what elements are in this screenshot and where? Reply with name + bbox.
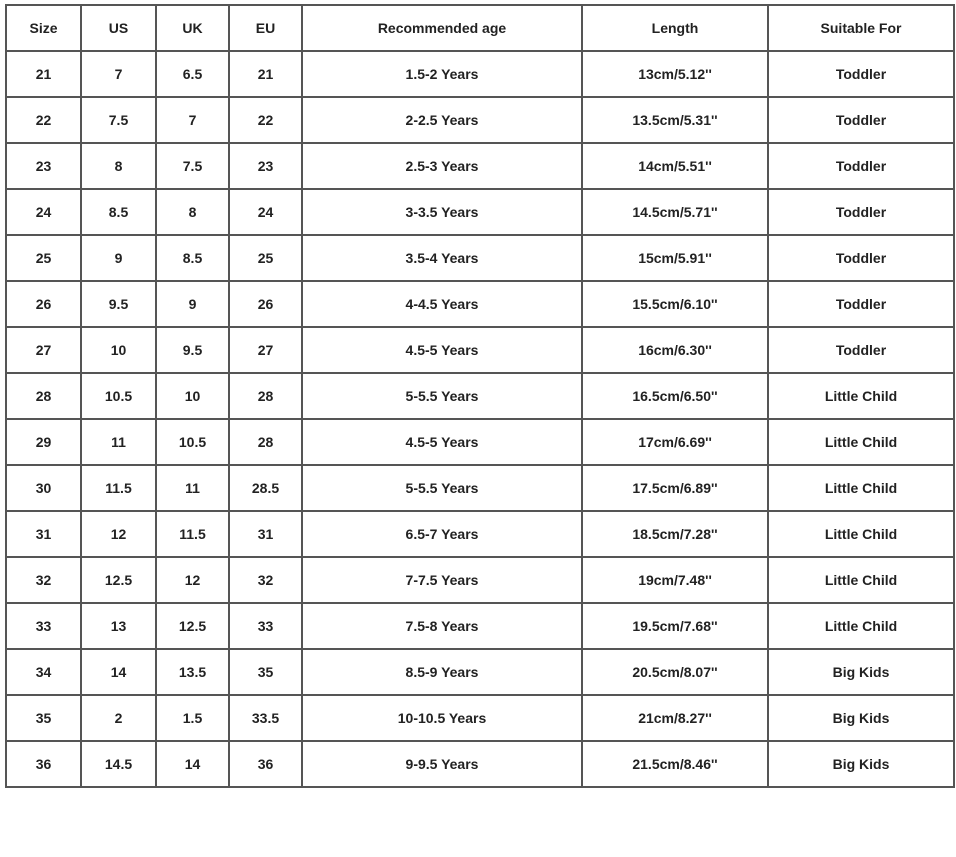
cell-uk: 12	[156, 557, 229, 603]
cell-suitable-for: Little Child	[768, 557, 954, 603]
cell-us: 10.5	[81, 373, 156, 419]
cell-suitable-for: Toddler	[768, 189, 954, 235]
cell-length: 21cm/8.27''	[582, 695, 768, 741]
cell-us: 14.5	[81, 741, 156, 787]
table-body	[6, 51, 954, 787]
cell-suitable-for: Little Child	[768, 465, 954, 511]
cell-suitable-for: Toddler	[768, 97, 954, 143]
cell-length: 19.5cm/7.68''	[582, 603, 768, 649]
cell-recommended-age: 2-2.5 Years	[302, 97, 582, 143]
cell-uk: 13.5	[156, 649, 229, 695]
cell-size: 27	[6, 327, 81, 373]
cell-recommended-age: 1.5-2 Years	[302, 51, 582, 97]
cell-length: 18.5cm/7.28''	[582, 511, 768, 557]
cell-size: 30	[6, 465, 81, 511]
cell-recommended-age: 7-7.5 Years	[302, 557, 582, 603]
cell-length: 16cm/6.30''	[582, 327, 768, 373]
column-header-size: Size	[6, 5, 81, 51]
column-header-suitable-for: Suitable For	[768, 5, 954, 51]
cell-size: 25	[6, 235, 81, 281]
cell-recommended-age: 2.5-3 Years	[302, 143, 582, 189]
table-row	[6, 51, 954, 97]
cell-eu: 25	[229, 235, 302, 281]
cell-length: 21.5cm/8.46''	[582, 741, 768, 787]
table-row	[6, 603, 954, 649]
cell-size: 31	[6, 511, 81, 557]
cell-length: 20.5cm/8.07''	[582, 649, 768, 695]
cell-us: 2	[81, 695, 156, 741]
cell-size: 24	[6, 189, 81, 235]
cell-size: 23	[6, 143, 81, 189]
cell-eu: 21	[229, 51, 302, 97]
cell-length: 13.5cm/5.31''	[582, 97, 768, 143]
cell-length: 17.5cm/6.89''	[582, 465, 768, 511]
table-row	[6, 373, 954, 419]
cell-uk: 6.5	[156, 51, 229, 97]
column-header-uk: UK	[156, 5, 229, 51]
cell-eu: 33	[229, 603, 302, 649]
cell-eu: 22	[229, 97, 302, 143]
cell-eu: 24	[229, 189, 302, 235]
cell-uk: 11.5	[156, 511, 229, 557]
cell-size: 21	[6, 51, 81, 97]
cell-eu: 27	[229, 327, 302, 373]
column-header-eu: EU	[229, 5, 302, 51]
cell-recommended-age: 4.5-5 Years	[302, 327, 582, 373]
cell-length: 14.5cm/5.71''	[582, 189, 768, 235]
table-row	[6, 741, 954, 787]
cell-length: 15cm/5.91''	[582, 235, 768, 281]
cell-suitable-for: Big Kids	[768, 695, 954, 741]
cell-suitable-for: Toddler	[768, 235, 954, 281]
cell-eu: 26	[229, 281, 302, 327]
cell-size: 32	[6, 557, 81, 603]
cell-eu: 33.5	[229, 695, 302, 741]
cell-us: 11.5	[81, 465, 156, 511]
column-header-us: US	[81, 5, 156, 51]
cell-us: 10	[81, 327, 156, 373]
cell-uk: 7.5	[156, 143, 229, 189]
table-row	[6, 465, 954, 511]
cell-us: 9	[81, 235, 156, 281]
cell-length: 17cm/6.69''	[582, 419, 768, 465]
cell-size: 34	[6, 649, 81, 695]
cell-recommended-age: 5-5.5 Years	[302, 373, 582, 419]
cell-eu: 28	[229, 373, 302, 419]
cell-suitable-for: Little Child	[768, 511, 954, 557]
cell-eu: 31	[229, 511, 302, 557]
table-row	[6, 649, 954, 695]
cell-recommended-age: 4.5-5 Years	[302, 419, 582, 465]
column-header-recommended-age: Recommended age	[302, 5, 582, 51]
cell-recommended-age: 7.5-8 Years	[302, 603, 582, 649]
cell-eu: 35	[229, 649, 302, 695]
cell-size: 33	[6, 603, 81, 649]
cell-suitable-for: Little Child	[768, 373, 954, 419]
header-row	[6, 5, 954, 51]
cell-us: 12	[81, 511, 156, 557]
cell-size: 36	[6, 741, 81, 787]
cell-recommended-age: 5-5.5 Years	[302, 465, 582, 511]
cell-suitable-for: Big Kids	[768, 649, 954, 695]
cell-uk: 12.5	[156, 603, 229, 649]
cell-size: 22	[6, 97, 81, 143]
table-header	[6, 5, 954, 51]
cell-uk: 10	[156, 373, 229, 419]
cell-uk: 11	[156, 465, 229, 511]
cell-suitable-for: Little Child	[768, 419, 954, 465]
column-header-length: Length	[582, 5, 768, 51]
cell-uk: 9	[156, 281, 229, 327]
cell-length: 15.5cm/6.10''	[582, 281, 768, 327]
cell-suitable-for: Big Kids	[768, 741, 954, 787]
cell-uk: 1.5	[156, 695, 229, 741]
cell-us: 14	[81, 649, 156, 695]
cell-length: 14cm/5.51''	[582, 143, 768, 189]
cell-length: 19cm/7.48''	[582, 557, 768, 603]
cell-us: 8	[81, 143, 156, 189]
cell-us: 7	[81, 51, 156, 97]
cell-size: 26	[6, 281, 81, 327]
cell-size: 35	[6, 695, 81, 741]
table-row	[6, 511, 954, 557]
table-row	[6, 695, 954, 741]
cell-eu: 28	[229, 419, 302, 465]
cell-eu: 32	[229, 557, 302, 603]
cell-uk: 8.5	[156, 235, 229, 281]
cell-uk: 7	[156, 97, 229, 143]
cell-suitable-for: Toddler	[768, 51, 954, 97]
cell-us: 11	[81, 419, 156, 465]
cell-suitable-for: Toddler	[768, 327, 954, 373]
cell-suitable-for: Toddler	[768, 143, 954, 189]
cell-us: 9.5	[81, 281, 156, 327]
cell-recommended-age: 10-10.5 Years	[302, 695, 582, 741]
cell-recommended-age: 4-4.5 Years	[302, 281, 582, 327]
cell-us: 13	[81, 603, 156, 649]
cell-suitable-for: Little Child	[768, 603, 954, 649]
cell-recommended-age: 3.5-4 Years	[302, 235, 582, 281]
table-row	[6, 143, 954, 189]
table-row	[6, 97, 954, 143]
cell-size: 28	[6, 373, 81, 419]
cell-us: 8.5	[81, 189, 156, 235]
cell-recommended-age: 9-9.5 Years	[302, 741, 582, 787]
cell-recommended-age: 8.5-9 Years	[302, 649, 582, 695]
cell-recommended-age: 3-3.5 Years	[302, 189, 582, 235]
cell-size: 29	[6, 419, 81, 465]
table-row	[6, 419, 954, 465]
cell-uk: 8	[156, 189, 229, 235]
cell-eu: 28.5	[229, 465, 302, 511]
cell-uk: 14	[156, 741, 229, 787]
table-row	[6, 189, 954, 235]
cell-eu: 36	[229, 741, 302, 787]
cell-recommended-age: 6.5-7 Years	[302, 511, 582, 557]
cell-us: 12.5	[81, 557, 156, 603]
cell-eu: 23	[229, 143, 302, 189]
cell-us: 7.5	[81, 97, 156, 143]
table-row	[6, 557, 954, 603]
cell-length: 13cm/5.12''	[582, 51, 768, 97]
table-row	[6, 281, 954, 327]
table-row	[6, 235, 954, 281]
cell-uk: 10.5	[156, 419, 229, 465]
table-row	[6, 327, 954, 373]
cell-uk: 9.5	[156, 327, 229, 373]
cell-length: 16.5cm/6.50''	[582, 373, 768, 419]
cell-suitable-for: Toddler	[768, 281, 954, 327]
size-chart-table	[5, 4, 955, 788]
